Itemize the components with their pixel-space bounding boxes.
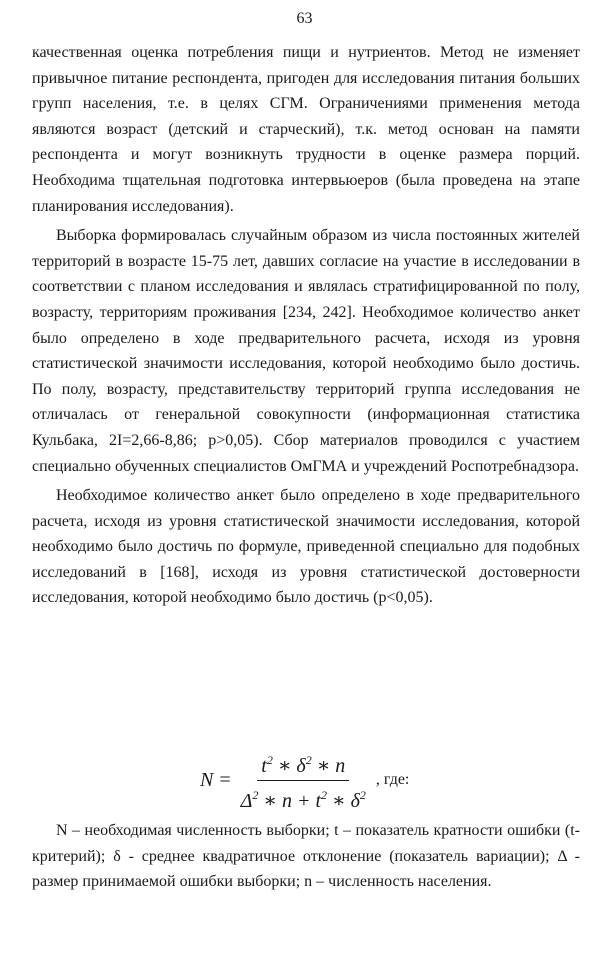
num-t-exponent: 2 bbox=[266, 752, 273, 767]
den-plus: + bbox=[291, 789, 316, 812]
formula-fraction bbox=[237, 748, 370, 813]
den-delta-exponent: 2 bbox=[359, 787, 366, 802]
body-text bbox=[32, 40, 580, 611]
paragraph-sample-size: Необходимое количество анкет было определено в ходе предварительного расчета, исходя из уровня статистической значимости исследования, которой необходимо было достичь по формуле, приведенной специально для подобных исследований в [168], исходя из уровня статистической достоверности исследования, которой необходимо было достичь (p<0,05). bbox=[32, 487, 580, 607]
den-Delta: Δ bbox=[240, 789, 253, 812]
sample-size-formula bbox=[200, 750, 409, 810]
den-t-exponent: 2 bbox=[321, 787, 328, 802]
num-delta-exponent: 2 bbox=[305, 752, 312, 767]
paragraph-sampling: Выборка формировалась случайным образом из числа постоянных жителей территорий в возрасте 15-75 лет, давших согласие на участие в исследовании в соответствии с планом исследования и являлась стратифицированной по полу, возрасту, территориям проживания [234, 242]. Необходимое количество анкет было определено в ходе предварительного расчета, исходя из уровня статистической значимости исследования, которой необходимо было достичь. По полу, возрасту, представительству территорий группа исследования не отличалась от генеральной совокупности (информационная статистика Кульбака, 2I=2,66-8,86; p>0,05). Сбор материалов проводился с участием специально обученных специалистов ОмГМА и учреждений Роспотребнадзора. bbox=[32, 227, 580, 475]
den-op1: ∗ bbox=[258, 789, 282, 812]
den-Delta-exponent: 2 bbox=[252, 787, 259, 802]
formula-numerator bbox=[257, 748, 349, 781]
formula-lhs: N bbox=[200, 768, 214, 791]
formula-denominator bbox=[237, 781, 370, 813]
formula-legend: N – необходимая численность выборки; t – показатель кратности ошибки (t-критерий); δ - среднее квадратичное отклонение (показатель вариации); Δ - размер принимаемой ошибки выборки; n – численность населения. bbox=[32, 822, 580, 891]
num-n: n bbox=[335, 754, 346, 777]
den-delta: δ bbox=[350, 789, 360, 812]
formula-row bbox=[0, 750, 609, 810]
den-t: t bbox=[315, 789, 322, 812]
paragraph-continuation: качественная оценка потребления пищи и нутриентов. Метод не изменяет привычное питание респондента, пригоден для исследования питания больших групп населения, т.е. в целях СГМ. Ограничениями применения метода являются возраст (детский и старческий), т.к. метод основан на памяти респондента и могут возникнуть трудности в оценке размера порций. Необходима тщательная подготовка интервьюеров (была проведена на этапе планирования исследования). bbox=[32, 44, 580, 215]
den-n: n bbox=[281, 789, 292, 812]
den-op2: ∗ bbox=[327, 789, 351, 812]
num-op2: ∗ bbox=[311, 754, 336, 777]
num-t: t bbox=[261, 754, 267, 777]
page-number: 63 bbox=[296, 10, 313, 27]
num-op1: ∗ bbox=[272, 754, 297, 777]
formula-tail: , где: bbox=[375, 771, 410, 788]
formula-equals: = bbox=[219, 768, 231, 791]
num-delta: δ bbox=[296, 754, 306, 777]
